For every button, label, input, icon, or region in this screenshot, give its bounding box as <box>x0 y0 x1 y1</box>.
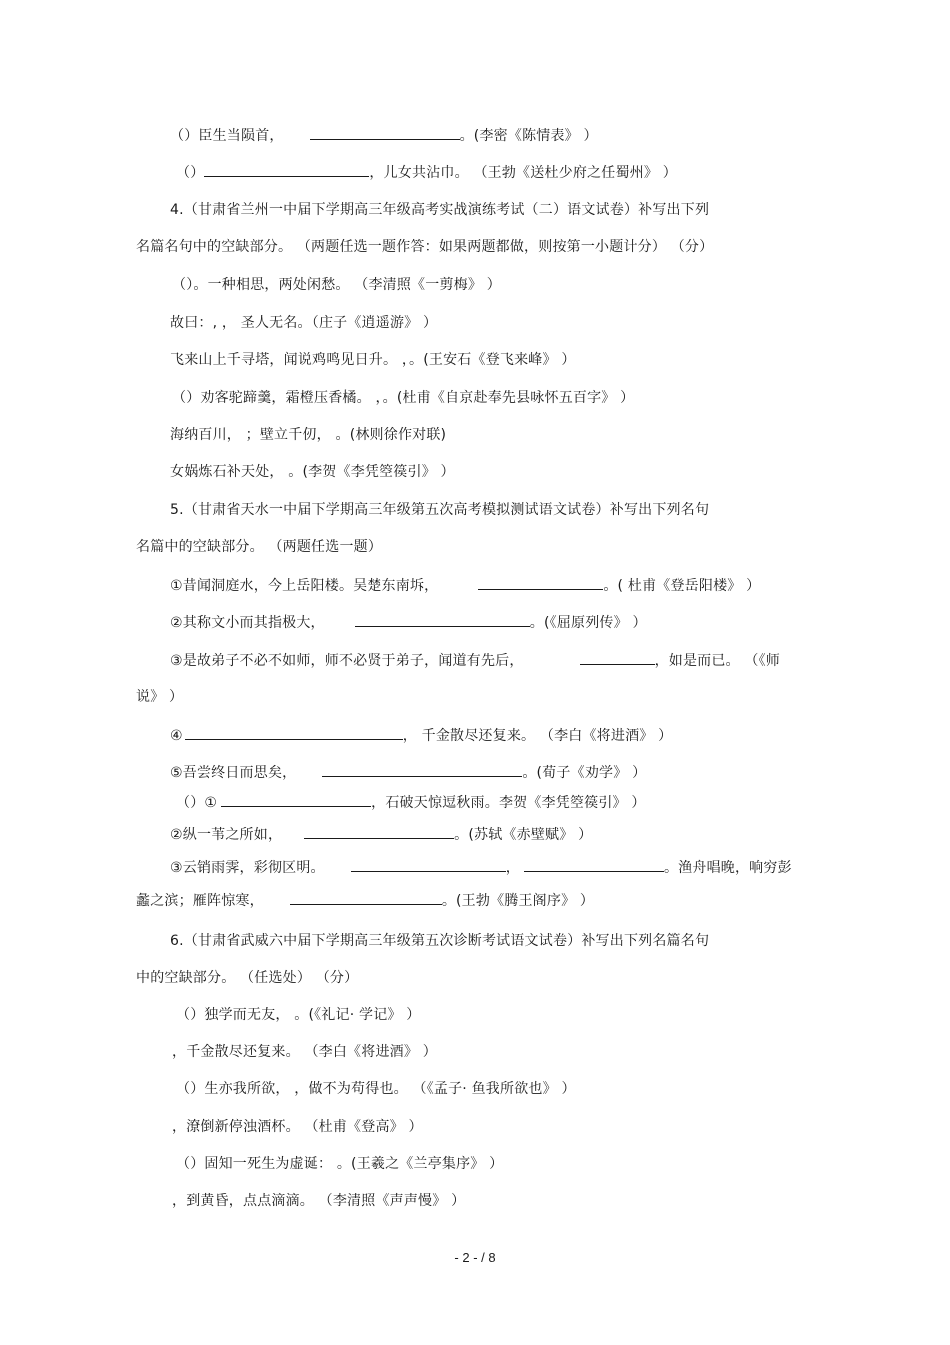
line-text: 。(苏轼《赤壁赋》 ） <box>454 827 593 843</box>
text-line: 故曰：, ， 圣人无名。（庄子《逍遥游》 ） <box>170 315 438 331</box>
answer-blank <box>351 857 506 872</box>
line-text: 。(李密《陈情表》 ） <box>459 128 598 144</box>
text-line: 女娲炼石补天处， 。(李贺《李凭箜篌引》 ） <box>170 464 455 480</box>
question-heading: 6.（甘肃省武威六中届下学期高三年级第五次诊断考试语文试卷）补写出下列名篇名句 <box>170 933 710 949</box>
text-line <box>170 762 646 783</box>
text-line <box>170 612 647 633</box>
answer-blank <box>355 612 530 627</box>
text-line: 海纳百川， ；壁立千仞， 。(林则徐作对联) <box>170 427 447 443</box>
line-text: 。( 杜甫《登岳阳楼》 ） <box>603 578 761 594</box>
line-text: ③是故弟子不必不如师，师不必贤于弟子，闻道有先后， <box>170 653 524 669</box>
question-heading: 名篇中的空缺部分。 （两题任选一题） <box>136 539 383 555</box>
question-heading: 4.（甘肃省兰州一中届下学期高三年级高考实战演练考试（二）语文试卷）补写出下列 <box>170 202 710 218</box>
line-text: ， 千金散尽还复来。 （李白《将进酒》 ） <box>402 728 673 744</box>
question-heading: 名篇名句中的空缺部分。 （两题任选一题作答：如果两题都做，则按第一小题计分） （分） <box>136 239 714 255</box>
answer-blank <box>221 792 371 807</box>
answer-blank <box>310 125 460 140</box>
line-text: ， <box>505 860 520 876</box>
text-line <box>136 890 594 911</box>
text-line <box>170 575 760 596</box>
answer-blank <box>304 824 454 839</box>
answer-blank <box>524 857 664 872</box>
text-line <box>170 725 672 746</box>
line-text: （） <box>176 165 205 181</box>
text-line: （）固知一死生为虚诞： 。(王羲之《兰亭集序》 ） <box>176 1156 504 1172</box>
answer-blank <box>322 762 522 777</box>
line-text: （）① <box>176 795 218 811</box>
text-line: 说》 ） <box>136 689 184 705</box>
text-line <box>170 650 780 671</box>
answer-blank <box>204 162 369 177</box>
answer-blank <box>290 890 442 905</box>
text-line: ，潦倒新停浊酒杯。 （杜甫《登高》 ） <box>172 1119 423 1135</box>
question-heading: 中的空缺部分。 （任选处） （分） <box>136 970 359 986</box>
line-text: 。(《屈原列传》 ） <box>529 615 647 631</box>
text-line <box>170 824 592 845</box>
text-line <box>170 125 598 146</box>
text-line <box>176 162 677 183</box>
line-text: 。(王勃《腾王阁序》 ） <box>441 893 595 909</box>
line-text: 。渔舟唱晚，响穷彭 <box>663 860 792 876</box>
line-text: ④ <box>170 728 183 744</box>
text-line: 飞来山上千寻塔，闻说鸡鸣见日升。 ，。(王安石《登飞来峰》 ） <box>170 352 576 368</box>
line-text: ③云销雨霁，彩彻区明。 <box>170 860 325 876</box>
line-text: ⑤吾尝终日而思矣， <box>170 765 297 781</box>
text-line <box>176 792 646 813</box>
text-line: （）独学而无友， 。(《礼记· 学记》 ） <box>176 1007 421 1023</box>
answer-blank <box>478 575 603 590</box>
question-heading: 5.（甘肃省天水一中届下学期高三年级第五次高考模拟测试语文试卷）补写出下列名句 <box>170 502 710 518</box>
text-line: ，到黄昏，点点滴滴。 （李清照《声声慢》 ） <box>172 1193 466 1209</box>
text-line: （）劝客驼蹄羹，霜橙压香橘。 ，。(杜甫《自京赴奉先县咏怀五百字》 ） <box>172 390 635 406</box>
text-line: （）生亦我所欲， ，做不为苟得也。 （《孟子· 鱼我所欲也》 ） <box>176 1081 576 1097</box>
line-text: ②纵一苇之所如， <box>170 827 283 843</box>
page-number: - 2 - / 8 <box>454 1250 496 1265</box>
line-text: ①昔闻洞庭水，今上岳阳楼。吴楚东南坼， <box>170 578 439 594</box>
line-text: （）臣生当陨首， <box>170 128 284 144</box>
line-text: 。(荀子《劝学》 ） <box>522 765 647 781</box>
line-text: ，石破天惊逗秋雨。李贺《李凭箜篌引》 ） <box>371 795 646 811</box>
text-line <box>170 857 792 878</box>
line-text: ②其称文小而其指极大， <box>170 615 325 631</box>
line-text: ，儿女共沾巾。 （王勃《送杜少府之任蜀州》 ） <box>369 165 677 181</box>
answer-blank <box>185 725 403 740</box>
text-line: （）。一种相思，两处闲愁。 （李清照《一剪梅》 ） <box>172 277 501 293</box>
answer-blank <box>580 650 655 665</box>
line-text: ，如是而已。 （《师 <box>654 653 781 669</box>
text-line: ，千金散尽还复来。 （李白《将进酒》 ） <box>172 1044 437 1060</box>
line-text: 蠡之滨；雁阵惊寒， <box>136 893 264 909</box>
